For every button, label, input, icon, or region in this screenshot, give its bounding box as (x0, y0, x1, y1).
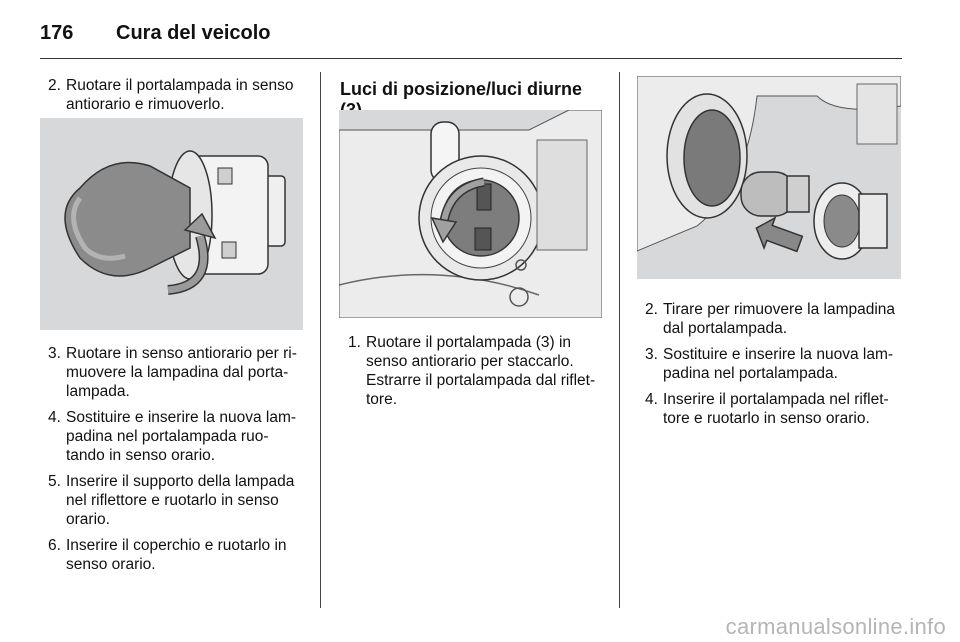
step-text: Tirare per rimuovere la lampadina dal portalampada. (663, 301, 896, 337)
page-number: 176 (40, 22, 74, 44)
column-divider-left (320, 72, 321, 608)
list-item (340, 333, 608, 409)
column-divider-right (619, 72, 620, 608)
headlamp-rear-holder-illustration (339, 110, 602, 318)
steps-list-right (637, 300, 905, 428)
page-title: Cura del veicolo (116, 22, 271, 44)
step-text: Ruotare il portalampada (3) in senso antiorario per staccarlo. Estrarre il portalampada dal riflet-tore. (366, 334, 596, 408)
right-column-steps (637, 300, 905, 435)
list-item (40, 344, 306, 401)
step-number: 2. (645, 301, 658, 318)
steps-list-top (40, 76, 306, 114)
step-text: Ruotare in senso antiorario per ri-muovere la lampadina dal porta-lampada. (66, 345, 297, 400)
left-column (40, 76, 306, 121)
page-header (40, 18, 902, 58)
step-text: Inserire il supporto della lampada nel riflettore e ruotarlo in senso orario. (66, 473, 295, 528)
list-item (637, 300, 905, 338)
step-number: 6. (48, 537, 61, 554)
steps-list-middle (340, 333, 608, 409)
list-item (637, 345, 905, 383)
steps-list-bottom (40, 344, 306, 574)
step-number: 4. (48, 409, 61, 426)
left-column-lower (40, 344, 306, 581)
step-text: Sostituire e inserire la nuova lam-padina nel portalampada ruo-tando in senso orario. (66, 409, 297, 464)
bulb-removal-illustration (637, 76, 901, 279)
watermark: carmanualsonline.info (725, 614, 946, 639)
step-number: 1. (348, 334, 361, 351)
section-heading: Luci di posizione/luci diurne (340, 79, 583, 99)
list-item (40, 76, 306, 114)
list-item (40, 536, 306, 574)
step-text: Inserire il portalampada nel riflet-tore e ruotarlo in senso orario. (663, 391, 889, 427)
step-number: 3. (645, 346, 658, 363)
list-item (40, 408, 306, 465)
step-text: Ruotare il portalampada in senso antiorario e rimuoverlo. (66, 77, 294, 113)
step-text: Inserire il coperchio e ruotarlo in senso orario. (66, 537, 287, 573)
middle-column-steps (340, 333, 608, 416)
step-number: 3. (48, 345, 61, 362)
step-text: Sostituire e inserire la nuova lam-padina nel portalampada. (663, 346, 894, 382)
list-item (637, 390, 905, 428)
step-number: 5. (48, 473, 61, 490)
step-number: 2. (48, 77, 61, 94)
step-number: 4. (645, 391, 658, 408)
bulb-holder-rotation-illustration (40, 118, 303, 330)
list-item (40, 472, 306, 529)
header-rule (40, 58, 902, 59)
